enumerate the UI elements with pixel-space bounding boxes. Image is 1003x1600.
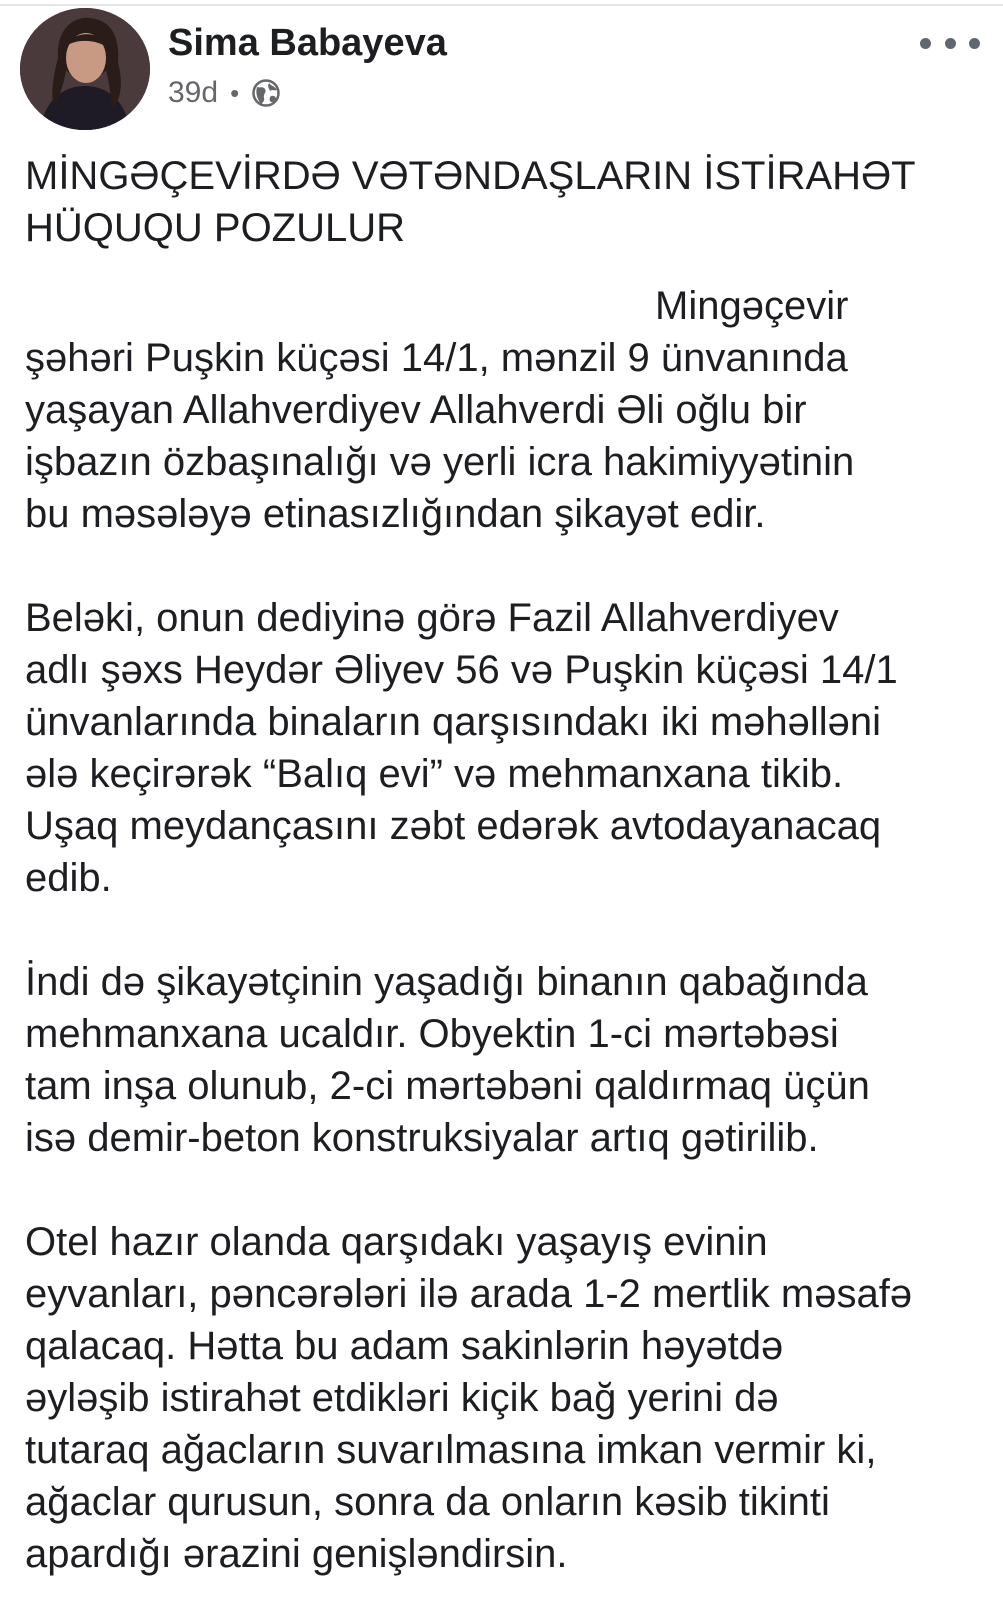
avatar-image	[20, 8, 150, 130]
post-title: MİNGƏÇEVİRDƏ VƏTƏNDAŞLARIN İSTİRAHƏT HÜQUQU POZULUR	[25, 154, 915, 250]
paragraph-1-rest: şəhəri Puşkin küçəsi 14/1, mənzil 9 ünvanında yaşayan Allahverdiyev Allahverdi Əli oğlu bir işbazın özbaşınalığı və yerli icra hakimiyyətinin bu məsələyə etinasızlığından şikayət edir.	[25, 336, 855, 536]
more-options-button[interactable]	[920, 28, 980, 58]
post-meta	[168, 76, 281, 110]
post-paragraph-1	[25, 280, 975, 540]
post-paragraph-3: İndi də şikayətçinin yaşadığı binanın qabağında mehmanxana ucaldır. Obyektin 1-ci mərtəbəsi tam inşa olunub, 2-ci mərtəbəni qaldırmaq üçün isə demir-beton konstruksiyalar artıq gətirilib.	[25, 960, 870, 1160]
author-name[interactable]: Sima Babayeva	[168, 22, 447, 64]
post-text	[25, 150, 975, 1580]
meta-separator: •	[230, 77, 240, 108]
globe-icon[interactable]	[251, 78, 281, 108]
post-time[interactable]: 39d	[168, 76, 219, 109]
paragraph-1-first: Mingəçevir	[655, 284, 849, 328]
post-paragraph-4: Otel hazır olanda qarşıdakı yaşayış evinin eyvanları, pəncərələri ilə arada 1-2 mertlik məsafə qalacaq. Hətta bu adam sakinlərin həyətdə əyləşib istirahət etdikləri kiçik bağ yerini də tutaraq ağacların suvarılmasına imkan vermir ki, ağaclar qurusun, sonra da onların kəsib tikinti apardığı ərazini genişləndirsin.	[25, 1220, 913, 1576]
more-dot	[920, 38, 931, 49]
post-header	[20, 8, 980, 130]
more-dot	[945, 38, 956, 49]
avatar[interactable]	[20, 8, 150, 130]
post-paragraph-2: Beləki, onun dediyinə görə Fazil Allahverdiyev adlı şəxs Heydər Əliyev 56 və Puşkin küçəsi 14/1 ünvanlarında binaların qarşısındakı iki məhəlləni ələ keçirərək “Balıq evi” və mehmanxana tikib. Uşaq meydançasını zəbt edərək avtodayanacaq edib.	[25, 596, 898, 900]
top-divider	[0, 4, 1003, 6]
more-dot	[969, 38, 980, 49]
